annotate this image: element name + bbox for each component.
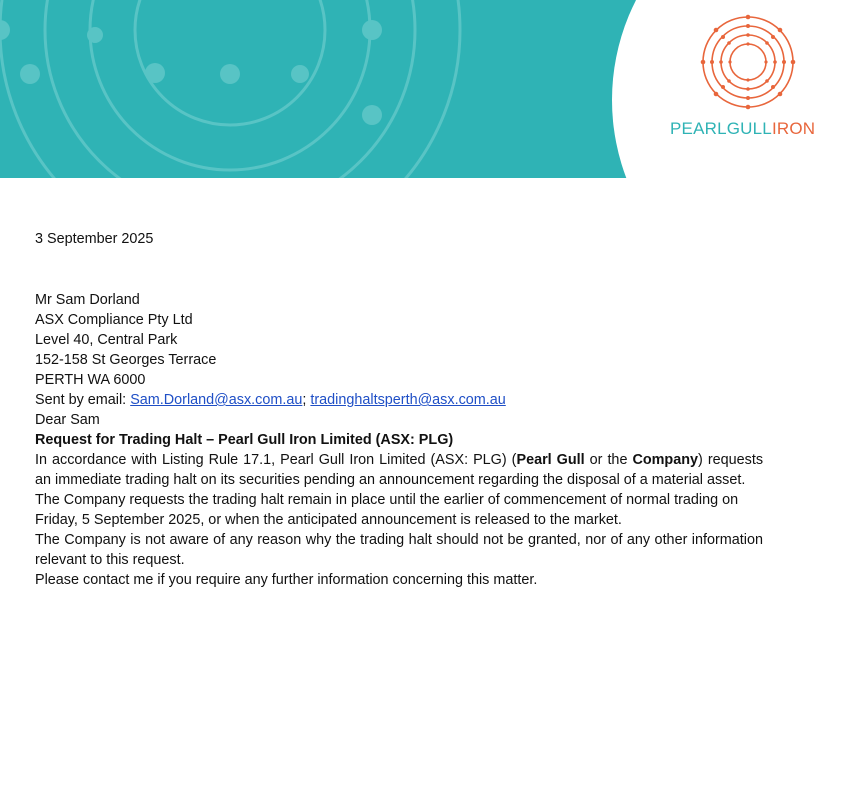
recipient-address-line1: Level 40, Central Park [35, 332, 178, 348]
email-separator: ; [302, 392, 311, 408]
recipient-address [35, 290, 763, 390]
brand-name-pearl: PEARL [670, 119, 727, 138]
defined-term-company: Company [632, 452, 699, 468]
paragraph-duration: The Company requests the trading halt remain in place until the earlier of commencement of normal trading on Friday, 5 September 2025, or when the anticipated announcement is released to the market. [35, 492, 739, 528]
paragraph-request-text-2: or the [584, 452, 633, 468]
brand-wordmark [670, 119, 815, 139]
email-prefix: Sent by email: [35, 392, 131, 408]
recipient-city: PERTH WA 6000 [35, 372, 146, 388]
paragraph-request [35, 450, 763, 490]
paragraph-no-reason: The Company is not aware of any reason why the trading halt should not be granted, nor of any other information relevant to this request. [35, 532, 763, 568]
salutation: Dear Sam [35, 412, 100, 428]
letterhead-banner [0, 0, 842, 178]
recipient-address-line2: 152-158 St Georges Terrace [35, 352, 217, 368]
defined-term-pearl-gull: Pearl Gull [516, 452, 585, 468]
recipient-name: Mr Sam Dorland [35, 292, 140, 308]
recipient-company: ASX Compliance Pty Ltd [35, 312, 193, 328]
brand-name-gull: GULL [726, 119, 772, 138]
pearl-gull-logo-icon [698, 12, 798, 112]
email-link-trading-halts[interactable]: tradinghaltsperth@asx.com.au [310, 392, 506, 408]
paragraph-request-text-1: In accordance with Listing Rule 17.1, Pearl Gull Iron Limited (ASX: PLG) ( [35, 452, 517, 468]
paragraph-request-text-3: ) requests an immediate trading halt on its securities pending an announcement regarding the disposal of a material asset. [35, 452, 764, 488]
brand-name-iron: IRON [771, 119, 816, 138]
letter-subject: Request for Trading Halt – Pearl Gull Iron Limited (ASX: PLG) [35, 432, 454, 448]
paragraph-contact: Please contact me if you require any further information concerning this matter. [35, 572, 538, 588]
letter-body [35, 229, 763, 590]
email-link-sam-dorland[interactable]: Sam.Dorland@asx.com.au [130, 392, 303, 408]
letter-date: 3 September 2025 [35, 231, 154, 247]
email-line [35, 390, 763, 410]
